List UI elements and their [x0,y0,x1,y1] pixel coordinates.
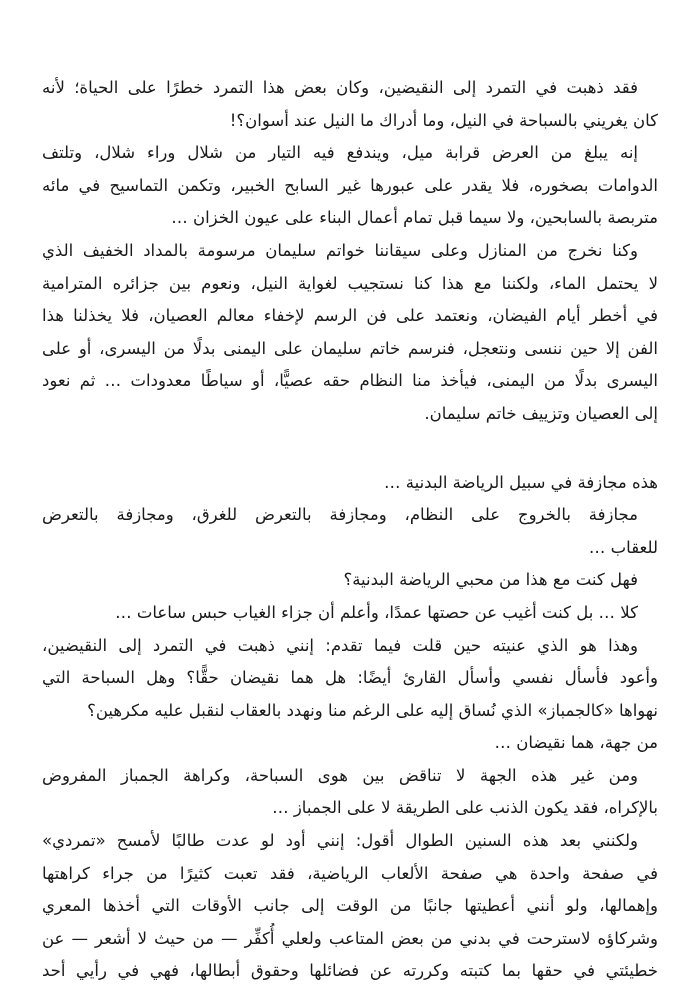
text-line: فهل كنت مع هذا من محبي الرياضة البدنية؟ [343,570,638,590]
text-line: الدوامات بصخوره، فلا يقدر على عبورها غير السابح الخبير، وتكمن التماسيح في مائه [42,175,658,195]
text-line: إلى العصيان وتزييف خاتم سليمان. [424,403,658,423]
text-line: إنه يبلغ من العرض قرابة ميل، ويندفع فيه التيار من شلال وراء شلال، وتلتف [42,143,638,163]
text-line: نهواها «كالجمباز» الذي نُساق إليه على الرغم منا ونهدد بالعقاب لنقبل عليه مكرهين؟ [87,700,658,720]
text-line: كان يغريني بالسباحة في النيل، وما أدراك ما النيل عند أسوان؟! [229,110,658,130]
text-line: وشركاؤه لاسترحت في بدني من بعض المتاعب ولعلي أُكفِّر — من حيث لا أشعر — عن [42,928,658,948]
text-line: في أخطر أيام الفيضان، ونعتمد على فن الرسم لإخفاء معالم العصيان، فلا يخذلنا هذا [42,306,658,326]
text-line: هذه مجازفة في سبيل الرياضة البدنية … [384,472,658,492]
text-line: مجازفة بالخروج على النظام، ومجازفة بالتعرض للغرق، ومجازفة بالتعرض [42,505,638,525]
text-line: لا يحتمل الماء، ولكننا مع هذا كنا نستجيب لغواية النيل، ونعوم بين جزائره المترامية [42,273,658,293]
text-line: وهذا هو الذي عنيته حين قلت فيما تقدم: إنني ذهبت في التمرد إلى النقيضين، [42,635,638,655]
text-line: كلا … بل كنت أغيب عن حصتها عمدًا، وأعلم أن جزاء الغياب حبس ساعات … [115,602,638,622]
paragraph-gap [42,431,658,467]
text-line: في صفحة واحدة هي صفحة الألعاب الرياضية، فقد تعبت كثيرًا من جراء كراهتها [42,863,658,883]
text-line: من جهة، هما نقيضان … [494,733,658,753]
text-line: وأعود فأسأل نفسي وأسأل القارئ أيضًا: هل هما نقيضان حقًّا؟ وهل السباحة التي [42,668,658,688]
document-body [42,72,658,988]
text-line: ومن غير هذه الجهة لا تناقض بين هوى السباحة، وكراهة الجمباز المفروض [42,765,638,785]
text-line: متربصة بالسابحين، ولا سيما قبل تمام أعمال البناء على عيون الخزان … [171,208,658,228]
text-line: بالإكراه، فقد يكون الذنب على الطريقة لا على الجمباز … [272,798,658,818]
text-line: للعقاب … [588,537,658,557]
text-line: الفن إلا حين ننسى ونتعجل، فنرسم خاتم سليمان على اليمنى بدلًا من اليسرى، أو على [42,338,658,358]
text-line: ولكنني بعد هذه السنين الطوال أقول: إنني أود لو عدت طالبًا لأمسح «تمردي» [42,831,638,851]
text-line: فقد ذهبت في التمرد إلى النقيضين، وكان بعض هذا التمرد خطرًا على الحياة؛ لأنه [42,78,638,97]
text-line: وإهمالها، ولو أنني أعطيتها جانبًا من الوقت إلى جانب الأوقات التي أخذها المعري [42,896,658,916]
text-line: خطيئتي في حقها بما كتبته وكررته عن فضائلها وحقوق أبطالها، فهي في رأيي أحد [42,961,658,981]
text-line: اليسرى بدلًا من اليمنى، فيأخذ منا النظام حقه عصيًّا، أو سياطًا معدودات … ثم نعود [42,371,658,391]
text-line: وكنا نخرج من المنازل وعلى سيقاننا خواتم سليمان مرسومة بالمداد الخفيف الذي [42,240,638,260]
